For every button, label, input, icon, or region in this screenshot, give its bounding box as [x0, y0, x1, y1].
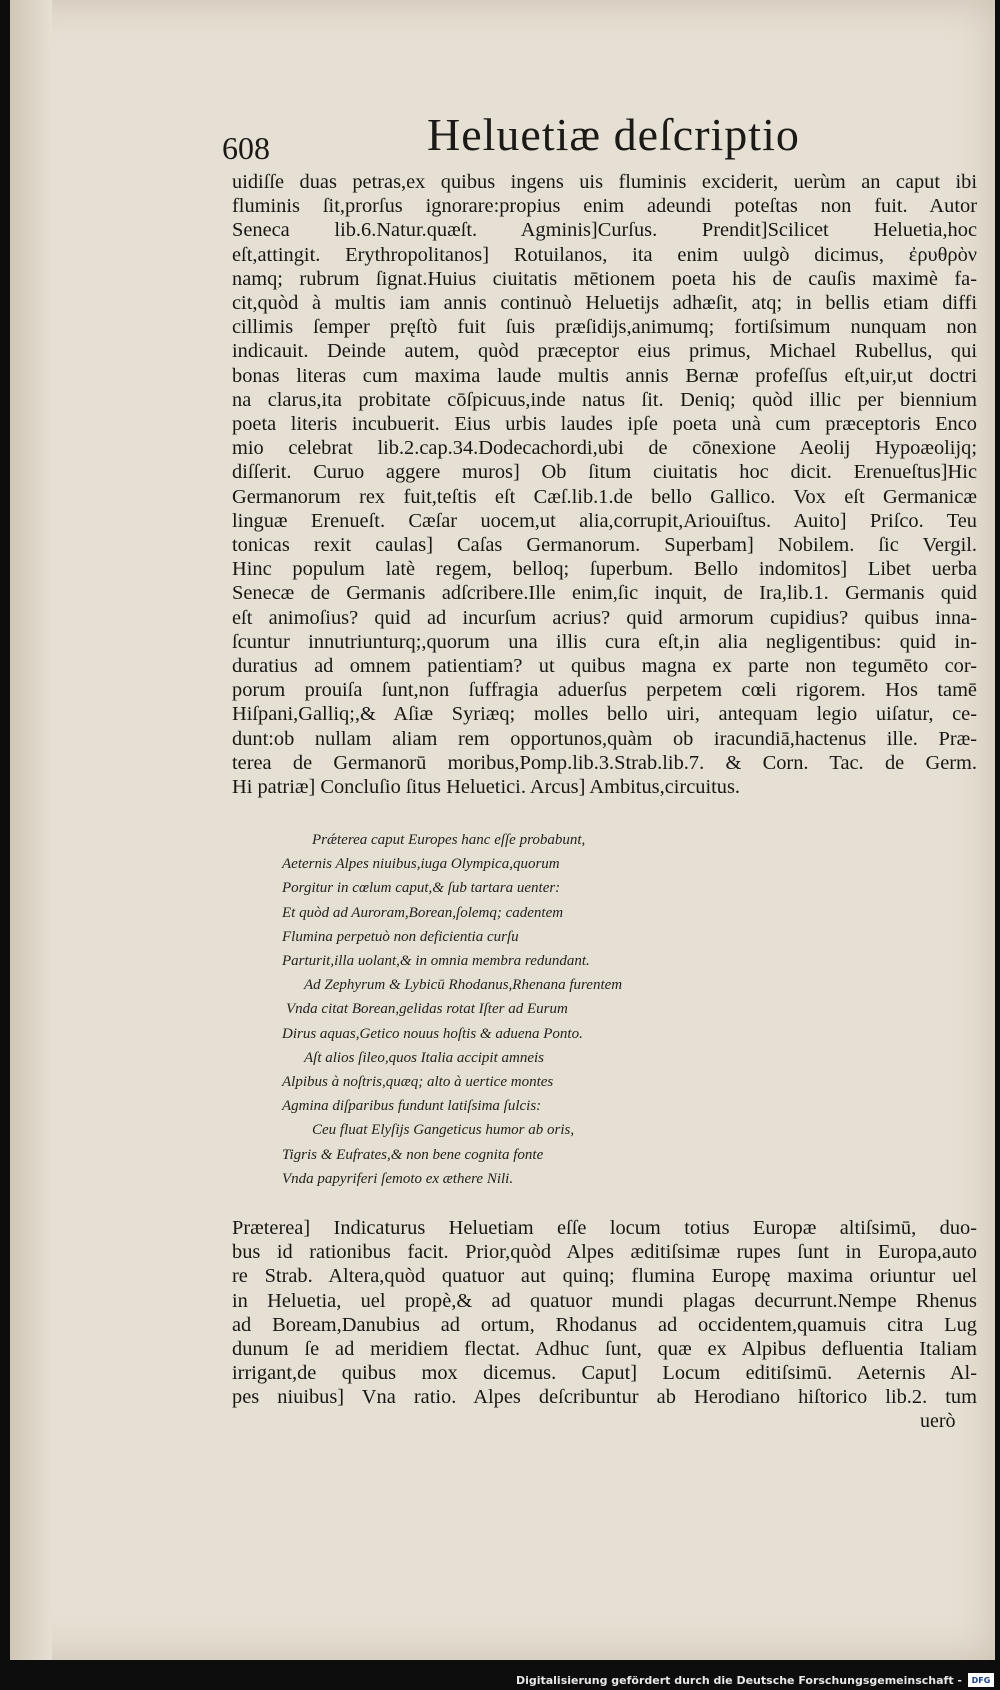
verse-line: Porgitur in cœlum caput,& ſub tartara uenter: — [282, 880, 561, 897]
verse-line: Alpibus à noſtris,quæq; alto à uertice montes — [282, 1074, 554, 1091]
verse-line: Parturit,illa uolant,& in omnia membra redundant. — [282, 953, 590, 970]
commentary-line: bonas literas cum maxima laude multis annis Bernæ profeſſus eſt,uir,ut doctri — [232, 364, 977, 387]
verse-line: Ad Zephyrum & Lybicū Rhodanus,Rhenana furentem — [304, 977, 623, 994]
commentary-line: porum prouiſa ſunt,non ſuffragia aduerſus perpetem cœli rigorem. Hos tamē — [232, 679, 977, 702]
commentary-line: uidiſſe duas petras,ex quibus ingens uis fluminis exciderit, uerùm an caput ibi — [232, 171, 977, 193]
commentary-line: fluminis ſit,prorſus ignorare:propius enim adeundi poteſtas non fuit. Autor — [232, 195, 977, 218]
verse-line: Vnda papyriferi ſemoto ex æthere Nili. — [282, 1170, 514, 1187]
verse-line: Prǽterea caput Europes hanc eſſe probabunt, — [312, 832, 586, 848]
page-header — [222, 108, 812, 168]
verse-line: Dirus aquas,Getico nouus hoſtis & aduena Ponto. — [282, 1025, 583, 1042]
commentary-line: mio celebrat lib.2.cap.34.Dodecachordi,ubi de cōnexione Aeolij Hypoæolijq; — [232, 437, 977, 460]
commentary-line: irrigant,de quibus mox dicemus. Caput] Locum editiſsimū. Aeternis Al- — [232, 1362, 977, 1385]
commentary-line: Hinc populum latè regem, belloq; ſuperbum. Bello indomitos] Libet uerba — [232, 558, 977, 581]
verse-line: Aſt alios ſileo,quos Italia accipit amneis — [304, 1049, 544, 1066]
verse-line: Vnda citat Borean,gelidas rotat Iſter ad Eurum — [286, 1001, 568, 1018]
page-number: 608 — [222, 130, 270, 166]
commentary-line: cillimis ſemper pręſtò fuit ſuis præſidijs,animumq; fortiſsimum nunquam non — [232, 316, 977, 339]
digitization-credit — [516, 1672, 994, 1688]
verse-quotation — [282, 828, 702, 1191]
commentary-line: Germanorum rex fuit,teſtis eſt Cæſ.lib.1.de bello Gallico. Vox eſt Germanicæ — [232, 485, 977, 508]
commentary-line: ſcuntur innutriunturq;,quorum una illis cura eſt,in alia negligentibus: quid in- — [232, 630, 977, 653]
credit-text: Digitalisierung gefördert durch die Deutsche Forschungsgemeinschaft - — [515, 1673, 962, 1687]
catchword: uerò — [920, 1410, 956, 1432]
verse-line: Ceu fluat Elyſijs Gangeticus humor ab oris, — [312, 1122, 575, 1139]
commentary-block — [232, 170, 977, 799]
commentary-line: indicauit. Deinde autem, quòd præceptor eius primus, Michael Rubellus, qui — [232, 340, 977, 363]
commentary-line: eſt,attingit. Erythropolitanos] Rotuilanos, ita enim uulgò dicimus, ἐρυθρὸν — [232, 243, 977, 266]
commentary-line: pes niuibus] Vna ratio. Alpes deſcribuntur ab Herodiano hiſtorico lib.2. tum — [232, 1386, 977, 1409]
dfg-logo-icon: DFG — [968, 1673, 994, 1687]
commentary-line: in Heluetia, uel propè,& ad quatuor mundi plagas decurrunt.Nempe Rhenus — [232, 1289, 977, 1312]
commentary-line: cit,quòd à multis iam annis continuò Heluetijs adhæſit, atq; in bellis etiam diffi — [232, 292, 977, 315]
verse-line: Aeternis Alpes niuibus,iuga Olympica,quorum — [282, 856, 560, 873]
commentary-line: re Strab. Altera,quòd quatuor aut quinq; flumina Europę maxima oriuntur uel — [232, 1265, 977, 1288]
commentary-line: bus id rationibus facit. Prior,quòd Alpes æditiſsimæ rupes ſunt in Europa,auto — [232, 1241, 977, 1264]
verse-line: Flumina perpetuò non deficientia curſu — [282, 928, 519, 945]
commentary-line: ad Boream,Danubius ad ortum, Rhodanus ad occidentem,quamuis citra Lug — [232, 1313, 977, 1336]
page-gutter — [10, 0, 52, 1660]
commentary-line: eſt animoſius? quid ad incurſum acrius? quid armorum cupidius? quibus inna- — [232, 606, 977, 629]
commentary-line: Seneca lib.6.Natur.quæſt. Agminis]Curſus. Prendit]Scilicet Heluetia,hoc — [232, 219, 977, 242]
verse-line: Tigris & Eufrates,& non bene cognita fonte — [282, 1146, 544, 1163]
commentary-line: namq; rubrum ſignat.Huius ciuitatis mētionem poeta his de cauſis maximè fa- — [232, 267, 977, 290]
commentary-line: terea de Germanorū moribus,Pomp.lib.3.Strab.lib.7. & Corn. Tac. de Germ. — [232, 751, 977, 774]
commentary-line: poeta literis incubuerit. Eius urbis laudes ipſe poeta unà cum præceptoris Enco — [232, 413, 977, 436]
commentary-line: duratius ad omnem patientiam? ut quibus magna ex parte non tegumēto cor- — [232, 655, 977, 678]
commentary-line: dunum ſe ad meridiem flectat. Adhuc ſunt, quæ ex Alpibus defluentia Italiam — [232, 1338, 977, 1361]
commentary-line: dunt:ob nullam aliam rem opportunos,quàm ob iracundiā,hactenus ille. Præ- — [232, 727, 977, 750]
commentary-line: diſſerit. Curuo aggere muros] Ob ſitum ciuitatis hoc dicit. Erenueſtus]Hic — [232, 461, 977, 484]
commentary-line: na clarus,ita probitate cōſpicuus,inde natus ſit. Deniq; quòd illic per biennium — [232, 388, 977, 411]
running-title: Heluetiæ deſcriptio — [427, 109, 800, 160]
commentary-line: tonicas rexit caulas] Caſas Germanorum. Superbam] Nobilem. ſic Vergil. — [232, 534, 977, 557]
commentary-line: linguæ Erenueſt. Cæſar uocem,ut alia,corrupit,Ariouiſtus. Auito] Priſco. Teu — [232, 509, 977, 532]
verse-line: Agmina diſparibus fundunt latiſsima ſulcis: — [282, 1098, 542, 1115]
commentary-line: Hi patriæ] Concluſio ſitus Heluetici. Arcus] Ambitus,circuitus. — [232, 776, 741, 799]
commentary-block-2 — [232, 1216, 977, 1410]
commentary-line: Senecæ de Germanis adſcribere.Ille enim,ſic inquit, de Ira,lib.1. Germanis quid — [232, 582, 977, 605]
verse-line: Et quòd ad Auroram,Borean,ſolemq; cadentem — [282, 904, 564, 921]
commentary-line: Præterea] Indicaturus Heluetiam eſſe locum totius Europæ altiſsimū, duo- — [232, 1217, 977, 1239]
commentary-line: Hiſpani,Galliq;,& Aſiæ Syriæq; molles bello uiri, antequam legio uiſatur, ce- — [232, 703, 977, 726]
